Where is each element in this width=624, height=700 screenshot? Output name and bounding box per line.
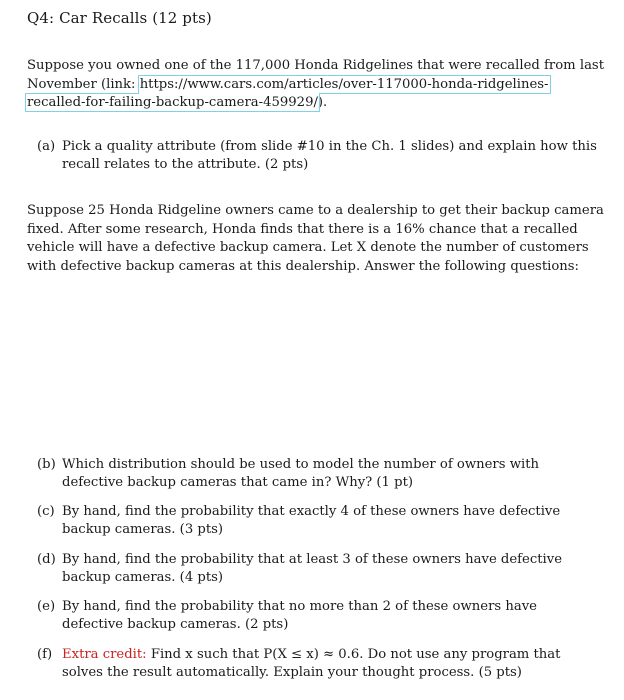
- intro-paragraph: [27, 57, 605, 113]
- setup-paragraph: Suppose 25 Honda Ridgeline owners came to a dealership to get their backup camera fixed. After some research, Honda finds that there is a 16% chance that a recalled vehicle will have a defective backup camera. Let X denote the number of customers with defective backup cameras at this dealership. Answer the following questions:: [27, 203, 604, 274]
- question-label: (d): [37, 552, 56, 567]
- question-d: [37, 551, 597, 587]
- article-link[interactable]: https://www.cars.com/articles/over-117000-honda-ridgelines-recalled-for-failing-backup-camera-459929/: [27, 76, 549, 110]
- question-label: (b): [37, 457, 56, 472]
- question-label: (c): [37, 504, 55, 519]
- question-text: By hand, find the probability that at least 3 of these owners have defective backup cameras. (4 pts): [62, 552, 563, 585]
- question-text: Pick a quality attribute (from slide #10 in the Ch. 1 slides) and explain how this recall relates to the attribute. (2 pts): [62, 139, 597, 172]
- intro-text: Suppose you owned one of the 117,000 Honda Ridgelines that were recalled from last November (link:: [27, 58, 604, 92]
- extra-credit-text: Find x such that P(X ≤ x) ≈ 0.6. Do not use any program that solves the result automatically. Explain your thought process. (5 pts): [62, 647, 561, 680]
- question-text: By hand, find the probability that no more than 2 of these owners have defective backup cameras. (2 pts): [62, 599, 537, 632]
- question-f: [37, 646, 597, 682]
- question-a: [37, 138, 597, 174]
- question-c: [37, 503, 597, 539]
- question-e: [37, 598, 597, 634]
- question-title: Q4: Car Recalls (12 pts): [27, 9, 212, 27]
- question-text: Which distribution should be used to model the number of owners with defective backup cameras that came in? Why? (1 pt): [62, 457, 539, 490]
- extra-credit-label: Extra credit:: [62, 647, 147, 662]
- question-label: (e): [37, 599, 56, 614]
- question-text: By hand, find the probability that exactly 4 of these owners have defective backup cameras. (3 pts): [62, 504, 561, 537]
- question-b: [37, 456, 597, 492]
- question-text: [62, 646, 597, 682]
- intro-end: ).: [317, 95, 328, 110]
- question-label: (a): [37, 139, 56, 154]
- question-label: (f): [37, 647, 53, 662]
